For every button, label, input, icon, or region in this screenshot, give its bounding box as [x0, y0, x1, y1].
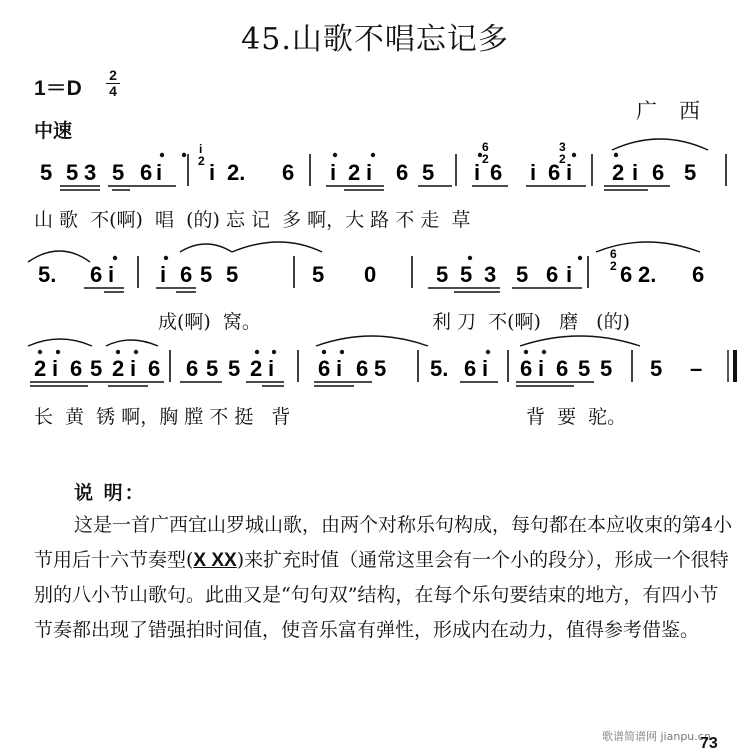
- note: 6: [318, 356, 331, 381]
- lyrics-line-3a: 长 黄 锈 啊，胸 膛 不 挺 背: [34, 406, 291, 428]
- note: i: [330, 160, 337, 185]
- note: 5: [684, 160, 697, 185]
- slur: [28, 339, 92, 346]
- note: 2: [34, 356, 47, 381]
- octave-dot: [486, 350, 490, 354]
- octave-dot: [134, 350, 138, 354]
- note: 6: [90, 262, 103, 287]
- note: 3: [484, 262, 497, 287]
- octave-dot: [572, 153, 576, 157]
- explanation-text-after: )来扩充时值（通常这里会有一个小的段分），形成一个很特别的八小节山歌句。此曲又是“句句双”结构，在每个乐句要结束的地方，有四小节节奏都出现了错强拍时间值，使音乐富有弹性，形成内在动力，值得参考借鉴。: [34, 549, 729, 641]
- note: 5: [422, 160, 435, 185]
- note: 6: [490, 160, 503, 185]
- octave-dot: [56, 350, 60, 354]
- lyrics-line-2b: 利 刀 不(啊) 磨 (的): [432, 311, 631, 333]
- octave-dot: [333, 153, 337, 157]
- time-numerator: 2: [109, 67, 117, 83]
- octave-dot: [182, 153, 186, 157]
- grace-note: 6: [610, 247, 617, 261]
- rhythm-pattern: X XX: [193, 550, 237, 571]
- note: 2.: [227, 160, 246, 185]
- octave-dot: [578, 256, 582, 260]
- note: 5: [90, 356, 103, 381]
- note: 5.: [38, 262, 57, 287]
- octave-dot: [160, 153, 164, 157]
- lyrics-line-1: 山 歌 不(啊) 唱 (的) 忘 记 多 啊，大 路 不 走 草: [34, 209, 471, 231]
- octave-dot: [113, 256, 117, 260]
- grace-note: 2: [610, 259, 617, 273]
- note: 5: [206, 356, 219, 381]
- note: 5: [578, 356, 591, 381]
- note: 5.: [430, 356, 449, 381]
- note: 6: [464, 356, 477, 381]
- note: 6: [140, 160, 153, 185]
- note: 6: [180, 262, 193, 287]
- note: i: [156, 160, 163, 185]
- grace-note: 2: [198, 154, 205, 168]
- note: i: [538, 356, 545, 381]
- song-title: 45.山歌不唱忘记多: [241, 22, 509, 57]
- slur: [612, 139, 708, 150]
- note: i: [52, 356, 59, 381]
- note: 6: [396, 160, 409, 185]
- page-number: 73: [700, 735, 718, 752]
- grace-note: 6: [482, 140, 489, 154]
- note: 6: [356, 356, 369, 381]
- slur: [520, 336, 640, 346]
- note: –: [690, 356, 703, 381]
- octave-dot: [116, 350, 120, 354]
- note: 6: [282, 160, 295, 185]
- octave-dot: [322, 350, 326, 354]
- octave-dot: [164, 256, 168, 260]
- octave-dot: [524, 350, 528, 354]
- tempo-marking: 中速: [34, 120, 73, 142]
- watermark: 歌谱简谱网 jianpu.cn: [602, 730, 711, 743]
- octave-dot: [371, 153, 375, 157]
- note: 2: [612, 160, 625, 185]
- note: 5: [312, 262, 325, 287]
- note: i: [530, 160, 537, 185]
- octave-dot: [38, 350, 42, 354]
- grace-note: i: [199, 142, 203, 156]
- note: 6: [186, 356, 199, 381]
- note: 2.: [638, 262, 657, 287]
- note: 6: [520, 356, 533, 381]
- note: 6: [620, 262, 633, 287]
- grace-note: 3: [559, 140, 566, 154]
- slur: [316, 336, 428, 346]
- note: 5: [374, 356, 387, 381]
- note: 6: [546, 262, 559, 287]
- octave-dot: [340, 350, 344, 354]
- slur: [28, 251, 90, 262]
- explanation-text-before: 这是一首广西宜山罗城山歌，由两个对称乐句构成，每句都在本应收束的第4小节用后十六节奏型(: [34, 514, 733, 571]
- note: 6: [692, 262, 705, 287]
- octave-dot: [255, 350, 259, 354]
- note: 6: [148, 356, 161, 381]
- note: 5: [460, 262, 473, 287]
- lyrics-line-3b: 背 要 驼。: [526, 406, 627, 428]
- note: 6: [556, 356, 569, 381]
- note: 3: [84, 160, 97, 185]
- slur: [232, 242, 322, 252]
- explanation-heading: 说 明：: [74, 482, 146, 504]
- grace-note: 2: [559, 152, 566, 166]
- note: i: [566, 160, 573, 185]
- explanation-paragraph: [34, 508, 734, 648]
- note: 5: [226, 262, 239, 287]
- lyrics-line-2a: 成(啊) 窝。: [158, 311, 261, 333]
- note: i: [209, 160, 216, 185]
- slur: [180, 244, 232, 252]
- octave-dot: [272, 350, 276, 354]
- slur: [106, 340, 158, 346]
- octave-dot: [468, 256, 472, 260]
- note: 5: [200, 262, 213, 287]
- note: 5: [650, 356, 663, 381]
- note: 2: [112, 356, 125, 381]
- note: 5: [112, 160, 125, 185]
- key-signature: 1＝D: [34, 77, 82, 100]
- note: i: [130, 356, 137, 381]
- note: 2: [348, 160, 361, 185]
- note: i: [366, 160, 373, 185]
- time-denominator: 4: [109, 83, 117, 99]
- note: i: [268, 356, 275, 381]
- note: 5: [66, 160, 79, 185]
- grace-note: 2: [482, 152, 489, 166]
- note: 6: [70, 356, 83, 381]
- octave-dot: [542, 350, 546, 354]
- note: i: [566, 262, 573, 287]
- note: i: [632, 160, 639, 185]
- note: 5: [436, 262, 449, 287]
- note: 5: [228, 356, 241, 381]
- note: 6: [548, 160, 561, 185]
- note: i: [160, 262, 167, 287]
- note: 2: [250, 356, 263, 381]
- note: i: [474, 160, 481, 185]
- note: 5: [600, 356, 613, 381]
- region-label: 广西: [636, 99, 722, 123]
- note: 0: [364, 262, 377, 287]
- note: i: [336, 356, 343, 381]
- octave-dot: [614, 153, 618, 157]
- note: i: [108, 262, 115, 287]
- note: 5: [516, 262, 529, 287]
- note: 5: [40, 160, 53, 185]
- note: 6: [652, 160, 665, 185]
- note: i: [482, 356, 489, 381]
